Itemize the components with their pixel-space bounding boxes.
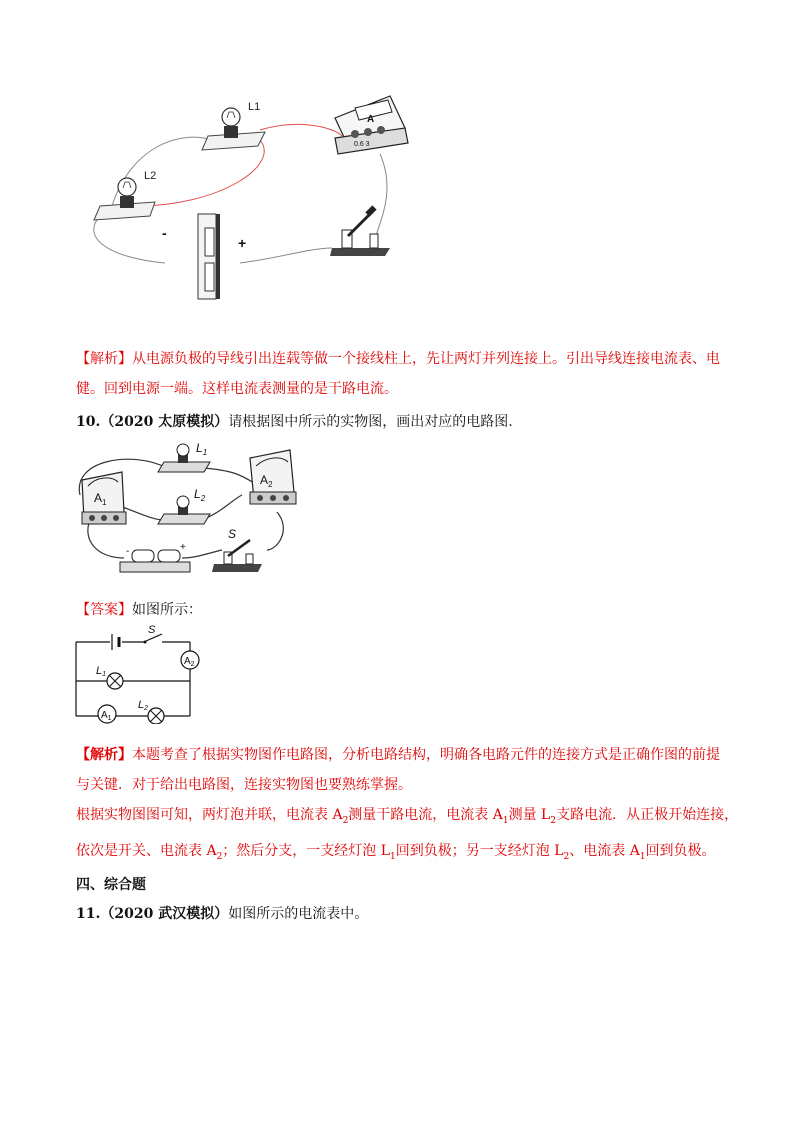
circuit-photo-figure-1 <box>70 88 430 313</box>
wire <box>182 550 222 558</box>
label-s: S <box>148 624 156 636</box>
analysis-text-line2: 与关键．对于给出电路图，连接实物图也要熟练掌握。 <box>76 777 412 793</box>
question-text: 如图所示的电流表中。 <box>228 906 369 922</box>
analysis-text-line3: 根据实物图图可知，两灯泡并联，电流表 $A_2$测量干路电流，电流表 $A_1$测量 $L_2$支路电流．从正极开始连接， <box>76 807 739 826</box>
lamp-l2-symbol <box>148 708 164 724</box>
label-a1: $A_1$ <box>101 710 112 722</box>
wire <box>88 520 124 558</box>
lamp-l1-symbol <box>107 673 123 689</box>
label-l2: L2 <box>138 699 149 712</box>
switch <box>330 205 390 256</box>
label-l1: L1 <box>96 665 107 678</box>
battery <box>198 214 220 299</box>
label-l1: L1 <box>248 101 261 113</box>
section-heading: 四、综合题 <box>76 877 146 893</box>
ammeter-letter: A <box>367 114 375 125</box>
ammeter-a2 <box>250 450 296 504</box>
analysis-text-line4: 依次是开关、电流表 $A_2$；然后分支，一支经灯泡 $L_1$回到负极；另一支经灯泡 $L_2$、电流表 $A_1$回到负极。 <box>76 842 716 862</box>
answer-text: 如图所示： <box>132 602 202 618</box>
minus-sign: - <box>162 225 167 241</box>
red-wire <box>260 124 342 136</box>
label-l2: $L_2$ <box>194 487 206 503</box>
analysis-tag: 【解析】 <box>76 351 132 367</box>
question-10 <box>76 412 736 432</box>
wire <box>240 248 332 263</box>
plus-sign: + <box>180 542 186 553</box>
label-s: S <box>228 527 237 541</box>
analysis-text-line1: 从电源负极的导线引出连载等做一个接线柱上，先让两灯并列连接上。引出导线连接电流表、电 <box>132 351 720 367</box>
question-text: 请根据图中所示的实物图，画出对应的电路图. <box>228 414 513 430</box>
analysis-2 <box>76 745 739 867</box>
label-a1: $A_1$ <box>94 491 107 507</box>
lamp-l1 <box>202 108 265 150</box>
circuit-photo-figure-2 <box>72 440 312 575</box>
analysis-1 <box>76 349 736 399</box>
ammeter-scale: 0.6 3 <box>354 141 370 148</box>
label-a2: $A_2$ <box>184 656 195 668</box>
question-number: 11. <box>76 906 101 922</box>
switch <box>212 540 262 572</box>
question-source: （2020 武汉模拟） <box>100 906 229 922</box>
question-number: 10. <box>76 414 101 430</box>
plus-sign: + <box>238 235 247 251</box>
wire <box>377 154 387 236</box>
lamp-l2 <box>94 178 155 220</box>
answer <box>76 600 736 620</box>
minus-sign: - <box>126 546 130 557</box>
wire <box>94 216 165 263</box>
wire <box>267 512 283 550</box>
analysis-text-line2: 健。回到电源一端。这样电流表测量的是干路电流。 <box>76 381 398 397</box>
question-11 <box>76 904 736 924</box>
label-l1: $L_1$ <box>196 441 208 457</box>
ammeter <box>335 96 408 154</box>
label-l2: L2 <box>144 170 157 182</box>
battery <box>120 550 190 572</box>
wire <box>202 468 257 485</box>
analysis-tag: 【解析】 <box>76 747 132 763</box>
question-source: （2020 太原模拟） <box>100 414 229 430</box>
analysis-text-line1: 本题考查了根据实物图作电路图，分析电路结构，明确各电路元件的连接方式是正确作图的前提 <box>132 747 720 763</box>
label-a2: $A_2$ <box>260 473 273 489</box>
answer-tag: 【答案】 <box>76 602 132 618</box>
circuit-diagram <box>72 624 212 724</box>
battery-symbol <box>112 634 119 650</box>
